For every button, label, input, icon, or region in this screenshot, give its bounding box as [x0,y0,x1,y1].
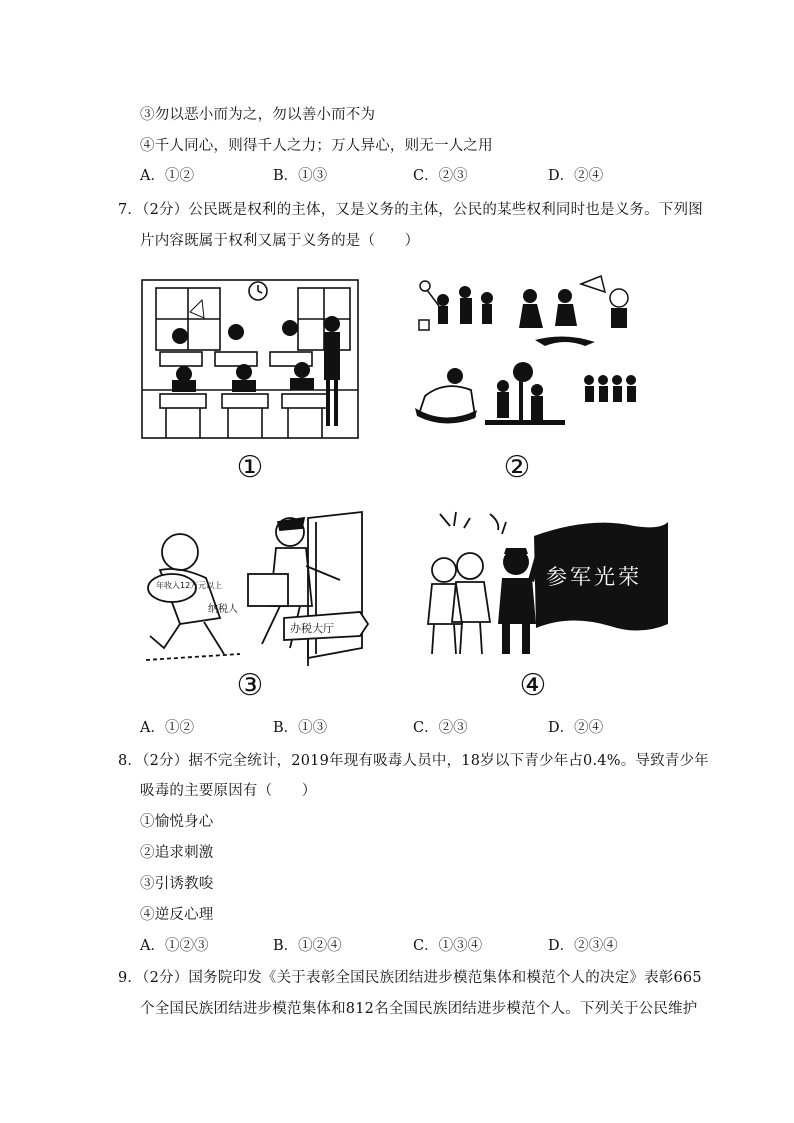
q7-option-d[interactable]: D．②④ [548,720,604,736]
panel-4-number: ④ [519,668,547,703]
q8-stem-line-1: 8．（2分）据不完全统计，2019年现有吸毒人员中，18岁以下青少年占0.4%。导致青少年 [118,753,709,769]
q8-option-a[interactable]: A．①②③ [140,938,209,954]
q8-option-c[interactable]: C．①③④ [413,938,483,954]
q7-stem-line-2: 片内容既属于权利又属于义务的是（ ） [140,233,420,249]
q8-stem-line-2: 吸毒的主要原因有（ ） [140,783,317,799]
panel-2-number: ② [503,450,531,485]
q8-item-1: ①愉悦身心 [140,814,214,830]
q7-option-c[interactable]: C．②③ [413,720,468,736]
tax-hall-sign: 办税大厅 [290,622,334,635]
q6-option-d[interactable]: D．②④ [548,168,604,184]
enlistment-flag-text: 参军光荣 [546,565,642,589]
taxpayer-label: 纳税人 [208,604,238,615]
taxpayer-illustration [140,508,370,668]
q9-stem-line-2: 个全国民族团结进步模范集体和812名全国民族团结进步模范个人。下列关于公民维护 [140,1001,698,1017]
enlistment-illustration [410,508,672,660]
community-work-illustration [405,268,645,433]
q7-option-b[interactable]: B．①③ [273,720,328,736]
q9-stem-line-1: 9．（2分）国务院印发《关于表彰全国民族团结进步模范集体和模范个人的决定》表彰665 [118,970,702,986]
q8-options [140,934,680,954]
q6-item-3: ③勿以恶小而为之，勿以善小而不为 [140,107,376,123]
q7-options [140,716,680,736]
panel-1-number: ① [236,450,264,485]
income-bag-label: 年收入12万元以上 [156,581,223,590]
q6-option-c[interactable]: C．②③ [413,168,468,184]
q8-option-b[interactable]: B．①②④ [273,938,342,954]
q8-item-4: ④逆反心理 [140,907,214,923]
q7-option-a[interactable]: A．①② [140,720,194,736]
q6-item-4: ④千人同心，则得千人之力；万人异心，则无一人之用 [140,138,493,154]
classroom-illustration [140,272,360,442]
q6-options [140,164,680,184]
q8-item-3: ③引诱教唆 [140,876,214,892]
q8-option-d[interactable]: D．②③④ [548,938,618,954]
q6-option-a[interactable]: A．①② [140,168,194,184]
q8-item-2: ②追求刺激 [140,845,214,861]
q7-stem-line-1: 7．（2分）公民既是权利的主体，又是义务的主体，公民的某些权利同时也是义务。下列图 [118,202,703,218]
q6-option-b[interactable]: B．①③ [273,168,328,184]
panel-3-number: ③ [236,668,264,703]
